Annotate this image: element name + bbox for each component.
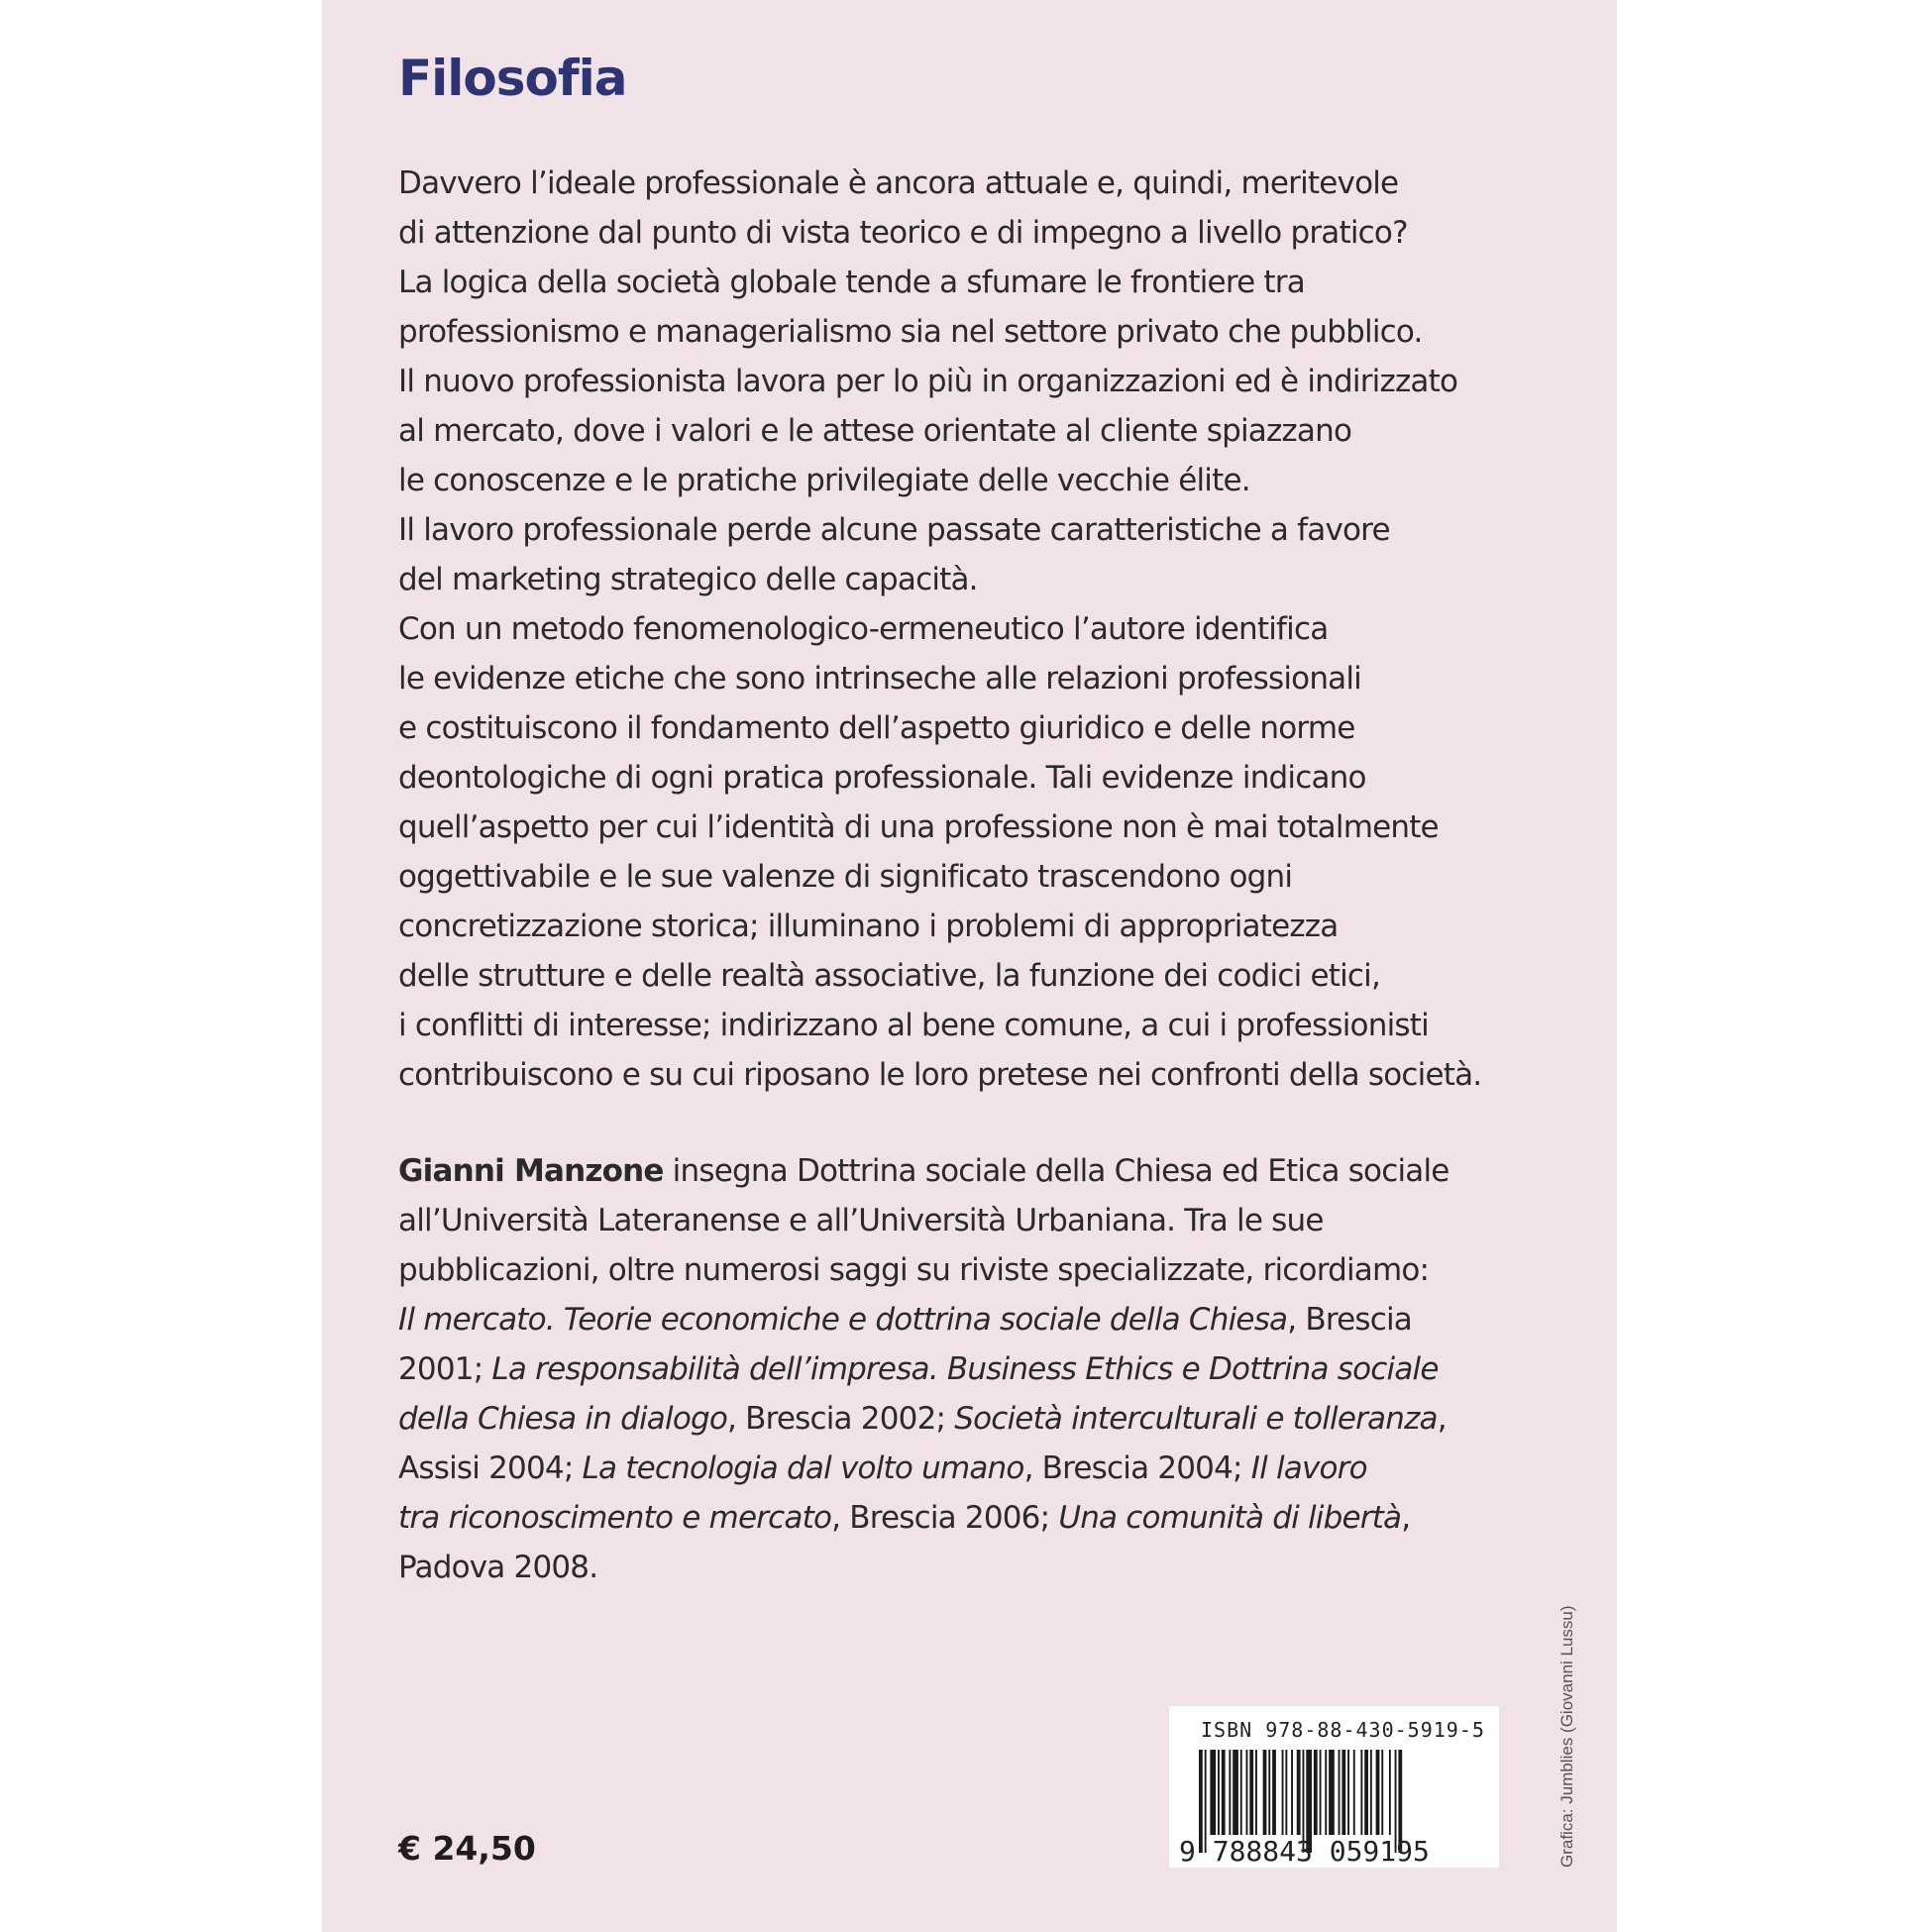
barcode-bar <box>1249 1750 1253 1835</box>
barcode-bar <box>1272 1750 1276 1835</box>
author-bio <box>398 1146 1548 1592</box>
barcode-bar <box>1314 1750 1318 1835</box>
barcode-bar <box>1364 1750 1368 1835</box>
barcode-bar <box>1376 1750 1380 1835</box>
barcode-bar <box>1263 1750 1267 1835</box>
barcode-bar <box>1240 1750 1242 1835</box>
book-title: della Chiesa in dialogo <box>398 1401 728 1437</box>
ean-digits: 9 788843 059195 <box>1179 1835 1430 1868</box>
book-description <box>398 159 1548 1100</box>
barcode-bar <box>1222 1750 1226 1835</box>
barcode-bar <box>1246 1750 1248 1835</box>
description-line: e costituiscono il fondamento dell’aspetto giuridico e delle norme <box>398 710 1355 746</box>
description-line: le evidenze etiche che sono intrinseche alle relazioni professionali <box>398 661 1361 697</box>
barcode-bar <box>1210 1750 1216 1835</box>
bio-line: Padova 2008. <box>398 1550 598 1585</box>
barcode-bar <box>1360 1750 1362 1835</box>
barcode-bar <box>1285 1750 1287 1835</box>
description-line: Il lavoro professionale perde alcune passate caratteristiche a favore <box>398 512 1390 548</box>
barcode-bar <box>1325 1750 1327 1835</box>
description-line: quell’aspetto per cui l’identità di una professione non è mai totalmente <box>398 809 1439 845</box>
author-name: Gianni Manzone <box>398 1153 664 1189</box>
bio-line: Assisi 2004; La tecnologia dal volto umano, Brescia 2004; Il lavoro <box>398 1450 1367 1486</box>
barcode-bar <box>1229 1750 1231 1835</box>
barcode-bar <box>1342 1750 1345 1835</box>
description-line: del marketing strategico delle capacità. <box>398 562 978 597</box>
description-line: Con un metodo fenomenologico-ermeneutico l’autore identifica <box>398 611 1329 647</box>
book-title: Società interculturali e tolleranza <box>954 1401 1438 1437</box>
barcode-bar <box>1353 1750 1355 1835</box>
book-title: Una comunità di libertà <box>1058 1500 1402 1536</box>
barcode-bar <box>1329 1750 1335 1835</box>
barcode-bar <box>1297 1750 1301 1835</box>
description-line: le conoscenze e le pratiche privilegiate delle vecchie élite. <box>398 463 1250 498</box>
description-line: La logica della società globale tende a sfumare le frontiere tra <box>398 265 1305 300</box>
book-title: tra riconoscimento e mercato <box>398 1500 832 1536</box>
bio-line: tra riconoscimento e mercato, Brescia 2006; Una comunità di libertà, <box>398 1500 1411 1536</box>
description-line: delle strutture e delle realtà associative, la funzione dei codici etici, <box>398 958 1381 994</box>
bio-line: della Chiesa in dialogo, Brescia 2002; Società interculturali e tolleranza, <box>398 1401 1447 1437</box>
barcode-bar <box>1268 1750 1270 1835</box>
series-title: Filosofia <box>398 50 627 107</box>
bio-line: pubblicazioni, oltre numerosi saggi su riviste specializzate, ricordiamo: <box>398 1252 1430 1288</box>
description-line: professionismo e managerialismo sia nel settore privato che pubblico. <box>398 314 1423 350</box>
description-line: Davvero l’ideale professionale è ancora attuale e, quindi, meritevole <box>398 165 1399 201</box>
description-line: concretizzazione storica; illuminano i problemi di appropriatezza <box>398 909 1339 944</box>
barcode-bar <box>1381 1750 1383 1835</box>
description-line: Il nuovo professionista lavora per lo più in organizzazioni ed è indirizzato <box>398 364 1458 399</box>
bio-line: Gianni Manzone insegna Dottrina sociale della Chiesa ed Etica sociale <box>398 1153 1449 1189</box>
book-title: Il lavoro <box>1250 1450 1367 1486</box>
isbn-label: ISBN 978-88-430-5919-5 <box>1201 1718 1485 1742</box>
barcode-panel <box>1169 1706 1499 1868</box>
description-line: oggettivabile e le sue valenze di significato trascendono ogni <box>398 859 1293 895</box>
description-line: di attenzione dal punto di vista teorico e di impegno a livello pratico? <box>398 215 1408 251</box>
barcode-bar <box>1370 1750 1372 1835</box>
barcode-bar <box>1291 1750 1293 1835</box>
description-line: contribuiscono e su cui riposano le loro pretese nei confronti della società. <box>398 1057 1482 1093</box>
description-line: i conflitti di interesse; indirizzano al bene comune, a cui i professionisti <box>398 1008 1429 1043</box>
bio-line: Il mercato. Teorie economiche e dottrina sociale della Chiesa, Brescia <box>398 1302 1412 1338</box>
price-label: € 24,50 <box>398 1829 536 1868</box>
bio-line: 2001; La responsabilità dell’impresa. Business Ethics e Dottrina sociale <box>398 1351 1439 1387</box>
barcode-bar <box>1347 1750 1349 1835</box>
book-title: La responsabilità dell’impresa. Business Ethics e Dottrina sociale <box>491 1351 1439 1387</box>
barcode-bar <box>1282 1750 1284 1835</box>
description-line: deontologiche di ogni pratica professionale. Tali evidenze indicano <box>398 760 1366 796</box>
barcode-bar <box>1339 1750 1341 1835</box>
book-title: La tecnologia dal volto umano <box>582 1450 1024 1486</box>
barcode-bar <box>1255 1750 1257 1835</box>
barcode-bar <box>1320 1750 1322 1835</box>
barcode-bar <box>1389 1750 1391 1835</box>
description-line: al mercato, dove i valori e le attese orientate al cliente spiazzano <box>398 413 1352 449</box>
barcode-bar <box>1218 1750 1220 1835</box>
bio-line: all’Università Lateranense e all’Università Urbaniana. Tra le sue <box>398 1203 1324 1238</box>
book-title: Il mercato. Teorie economiche e dottrina sociale della Chiesa <box>398 1302 1288 1338</box>
barcode-bar <box>1233 1750 1238 1835</box>
